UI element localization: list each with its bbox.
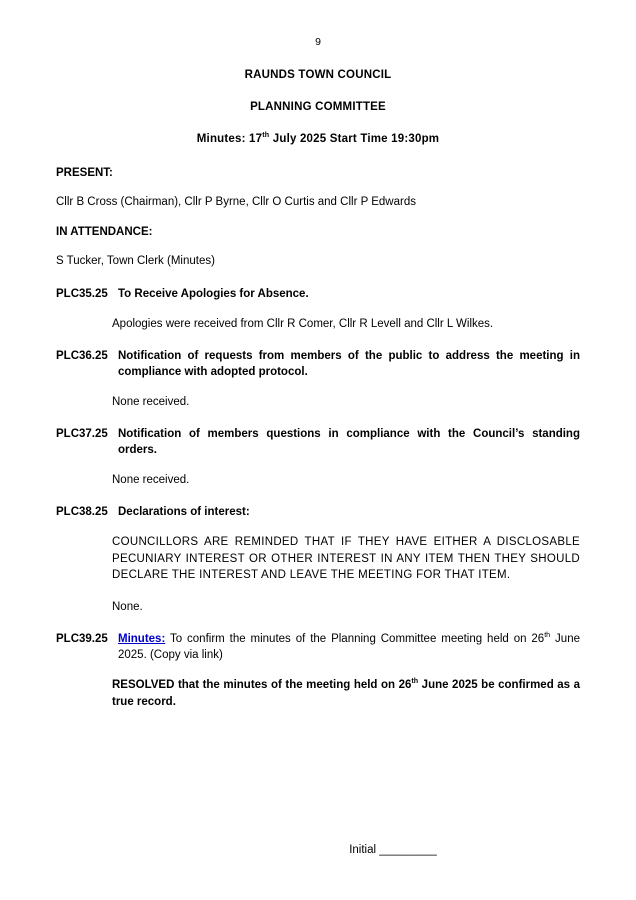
resolved-block xyxy=(112,677,580,710)
agenda-item-code: PLC39.25 xyxy=(56,632,108,645)
agenda-item-plc35 xyxy=(56,286,580,302)
resolved-part1: RESOLVED that the minutes of the meeting held on 26 xyxy=(112,679,412,692)
present-text: Cllr B Cross (Chairman), Cllr P Byrne, Cllr O Curtis and Cllr P Edwards xyxy=(56,195,416,208)
resolved-text xyxy=(112,677,580,710)
agenda-item-title: To Receive Apologies for Absence. xyxy=(118,287,309,300)
agenda-item-plc37-body: None received. xyxy=(112,474,190,487)
declarations-notice-text: COUNCILLORS ARE REMINDED THAT IF THEY HAVE EITHER A DISCLOSABLE PECUNIARY INTEREST OR OTHER INTEREST IN ANY ITEM THEN THEY SHOULD DECLARE THE INTEREST AND LEAVE THE MEETING FOR THAT ITEM. xyxy=(112,536,580,581)
resolved-part2: June 2025 be confirmed as a true record. xyxy=(112,679,580,708)
agenda-item-code: PLC37.25 xyxy=(56,428,108,441)
agenda-item-title: Notification of members questions in compliance with the Council’s standing orders. xyxy=(118,428,580,457)
agenda-item-plc39 xyxy=(56,631,580,663)
minutes-text-part1: To confirm the minutes of the Planning Committee meeting held on 26 xyxy=(165,632,545,645)
minutes-date-ordinal: th xyxy=(262,130,270,139)
agenda-item-plc36-body: None received. xyxy=(112,396,190,408)
present-label: PRESENT: xyxy=(56,166,113,179)
agenda-item-plc37 xyxy=(56,426,580,458)
agenda-item-code: PLC38.25 xyxy=(56,506,108,519)
page-footer xyxy=(0,844,636,856)
minutes-date-line xyxy=(56,130,580,145)
agenda-item-title: Declarations of interest: xyxy=(118,506,250,519)
organisation-title: RAUNDS TOWN COUNCIL xyxy=(244,68,392,81)
agenda-item-code: PLC36.25 xyxy=(56,349,108,362)
in-attendance-text: S Tucker, Town Clerk (Minutes) xyxy=(56,255,215,268)
page-number: 9 xyxy=(315,36,321,48)
committee-title: PLANNING COMMITTEE xyxy=(250,100,386,113)
agenda-item-plc36 xyxy=(56,348,580,380)
in-attendance-label: IN ATTENDANCE: xyxy=(56,226,153,239)
agenda-item-title: Notification of requests from members of the public to address the meeting in compliance with adopted protocol. xyxy=(118,349,580,378)
resolved-ordinal: th xyxy=(411,677,419,686)
agenda-item-plc38 xyxy=(56,504,580,520)
agenda-item-minutes-body xyxy=(118,631,580,663)
minutes-text-part2: June 2025. (Copy via link) xyxy=(118,632,580,661)
agenda-item-code: PLC35.25 xyxy=(56,287,108,300)
minutes-date-suffix: July 2025 Start Time 19:30pm xyxy=(269,132,440,145)
agenda-item-plc35-body: Apologies were received from Cllr R Comer, Cllr R Levell and Cllr L Wilkes. xyxy=(112,317,494,330)
minutes-link[interactable]: Minutes: xyxy=(118,632,166,645)
initial-signature-line: Initial _________ xyxy=(349,844,437,856)
minutes-text-ordinal: th xyxy=(544,631,551,640)
minutes-date-prefix: Minutes: 17 xyxy=(196,132,263,145)
agenda-item-plc38-body: None. xyxy=(112,600,143,613)
